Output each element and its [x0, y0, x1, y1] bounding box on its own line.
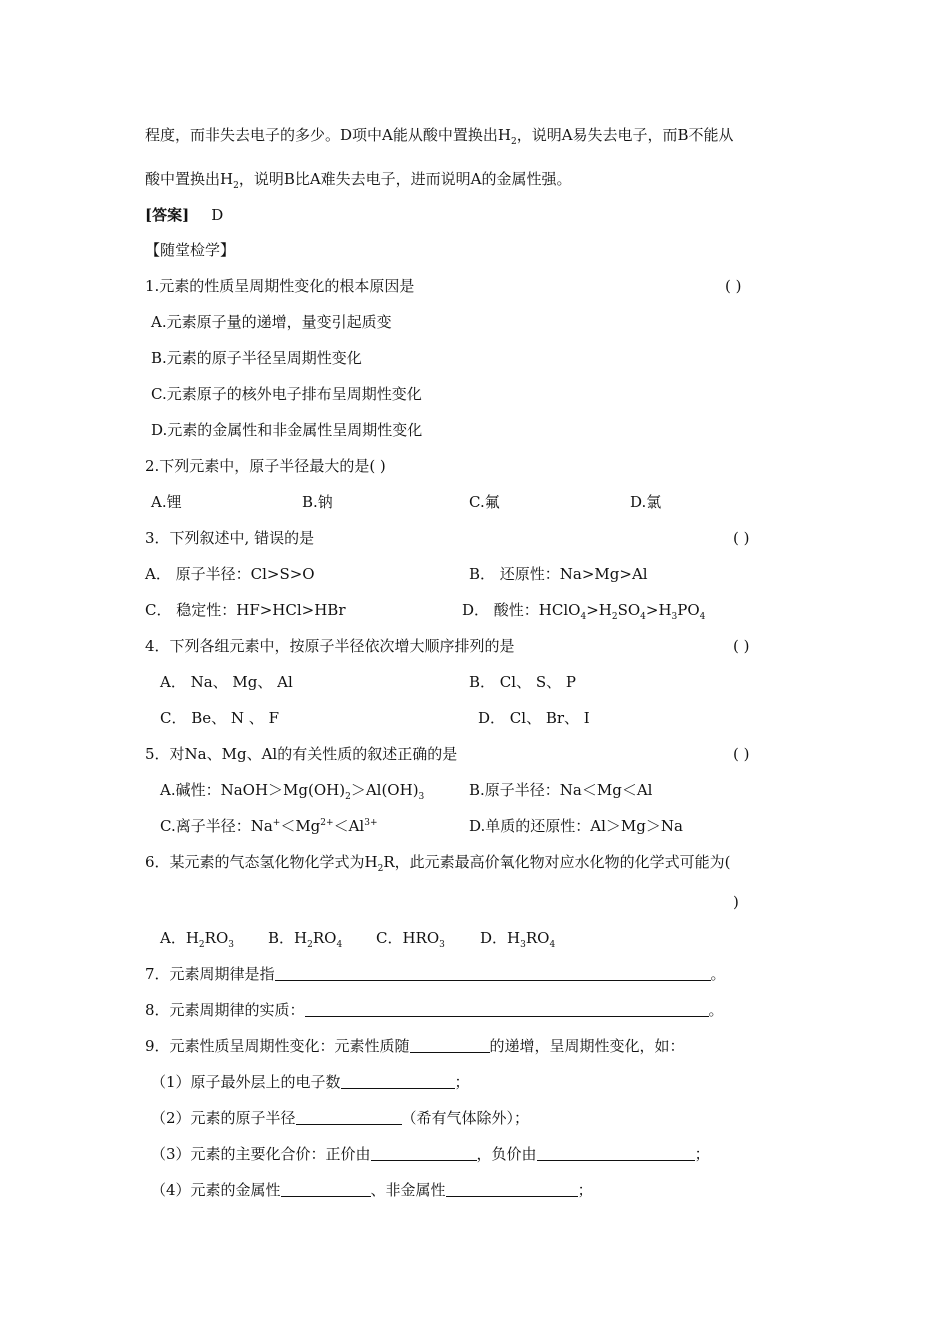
q6-option-d: D．$H_3RO_4$	[480, 929, 556, 950]
q3-option-b: B． 还原性：Na>Mg>Al	[469, 565, 648, 583]
q9-blank-3b[interactable]	[537, 1145, 695, 1161]
q9-blank-2[interactable]	[296, 1109, 402, 1125]
q2-option-d: D.氯	[630, 493, 662, 511]
q7-answer-blank[interactable]	[275, 965, 711, 981]
q3-answer-paren: ( )	[733, 529, 750, 547]
q4-option-b: B． Cl、 S、 P	[469, 673, 576, 691]
q4-answer-paren: ( )	[733, 637, 750, 655]
answer-value: D	[211, 206, 224, 224]
q9-blank-3a[interactable]	[371, 1145, 477, 1161]
q8-answer-blank[interactable]	[305, 1001, 709, 1017]
q9-blank-1[interactable]	[341, 1073, 455, 1089]
section-title: 【随堂检学】	[145, 241, 236, 259]
q4-stem: 4．下列各组元素中，按原子半径依次增大顺序排列的是	[145, 637, 515, 655]
q9-blank-4a[interactable]	[281, 1181, 371, 1197]
q9-stem: 9．元素性质呈周期性变化：元素性质随 的递增，呈周期性变化，如：	[145, 1037, 685, 1055]
q5-option-b: B.原子半径：Na＜Mg＜Al	[469, 781, 653, 799]
q1-stem: 1.元素的性质呈周期性变化的根本原因是	[145, 277, 415, 295]
q2-option-b: B.钠	[302, 493, 333, 511]
q2-option-c: C.氟	[469, 493, 500, 511]
q9-blank-main[interactable]	[410, 1037, 490, 1053]
q5-option-a: A.碱性：$NaOH>Mg(OH)_2>Al(OH)_3$	[160, 781, 425, 802]
q6-paren-close: )	[733, 893, 739, 911]
q2-stem: 2.下列元素中，原子半径最大的是( )	[145, 457, 386, 475]
q4-option-d: D． Cl、 Br、 I	[478, 709, 590, 727]
answer-line	[145, 205, 223, 225]
q5-option-c: C.离子半径：$Na^+<Mg^{2+}<Al^{3+}$	[160, 817, 378, 835]
q1-option-c: C.元素原子的核外电子排布呈周期性变化	[151, 385, 422, 403]
q1-option-d: D.元素的金属性和非金属性呈周期性变化	[151, 421, 423, 439]
q4-option-c: C． Be、 N 、 F	[160, 709, 279, 727]
q6-option-b: B．$H_2RO_4$	[268, 929, 343, 950]
q3-stem: 3．下列叙述中, 错误的是	[145, 529, 315, 547]
q9-blank-4b[interactable]	[446, 1181, 578, 1197]
q7-line: 7．元素周期律是指 。	[145, 965, 726, 983]
q9-sub-2: （2）元素的原子半径 （希有气体除外）；	[151, 1109, 530, 1127]
q3-option-d: D． 酸性：$HClO_4>H_2SO_4>H_3PO_4$	[462, 601, 706, 622]
q6-stem: 6．某元素的气态氢化物化学式为$H_2R$，此元素最高价氧化物对应水化物的化学式可能为(	[145, 853, 731, 874]
q8-line: 8．元素周期律的实质： 。	[145, 1001, 724, 1019]
q6-option-a: A．$H_2RO_3$	[160, 929, 234, 950]
q5-option-d: D.单质的还原性：Al＞Mg＞Na	[469, 817, 683, 835]
q3-option-c: C． 稳定性：HF>HCl>HBr	[145, 601, 346, 619]
q4-option-a: A． Na、 Mg、 Al	[160, 673, 293, 691]
q9-sub-1: （1）原子最外层上的电子数 ；	[151, 1073, 470, 1091]
q2-option-a: A.锂	[151, 493, 182, 511]
intro-line-1: 程度，而非失去电子的多少。D项中A能从酸中置换出$H_2$，说明A易失去电子，而B不能从	[145, 126, 734, 147]
q5-answer-paren: ( )	[733, 745, 750, 763]
answer-label: [答案]	[145, 206, 190, 224]
q6-option-c: C．$HRO_3$	[376, 929, 445, 950]
q3-option-a: A． 原子半径：Cl>S>O	[145, 565, 315, 583]
q1-option-b: B.元素的原子半径呈周期性变化	[151, 349, 362, 367]
q1-answer-paren: ( )	[725, 277, 742, 295]
intro-line-2: 酸中置换出$H_2$，说明B比A难失去电子，进而说明A的金属性强。	[145, 170, 572, 191]
q9-sub-4: （4）元素的金属性 、非金属性 ；	[151, 1181, 593, 1199]
q9-sub-3: （3）元素的主要化合价：正价由 ，负价由 ；	[151, 1145, 710, 1163]
q1-option-a: A.元素原子量的递增，量变引起质变	[151, 313, 392, 331]
q5-stem: 5．对Na、Mg、Al的有关性质的叙述正确的是	[145, 745, 458, 763]
